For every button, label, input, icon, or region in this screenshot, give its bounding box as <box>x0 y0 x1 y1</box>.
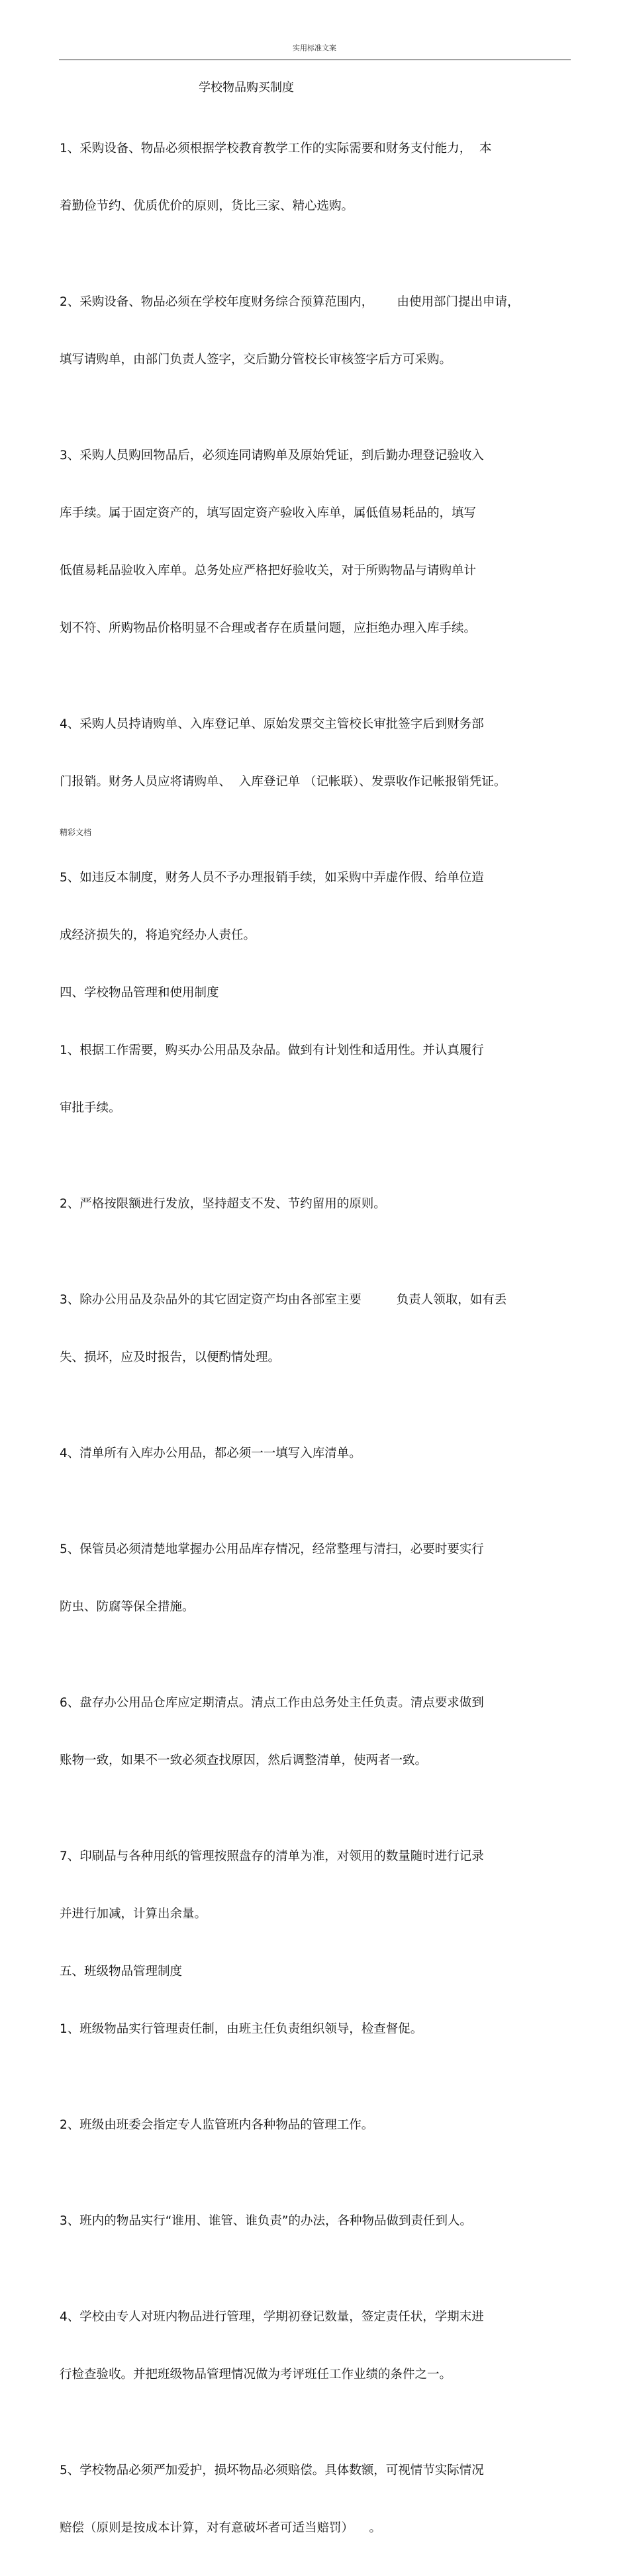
text-line: 防虫、防腐等保全措施。 <box>60 1600 195 1614</box>
text-line: 成经济损失的，将追究经办人责任。 <box>60 928 256 942</box>
page-header: 实用标准文案 <box>293 44 336 52</box>
text-line: 2、班级由班委会指定专人监管班内各种物品的管理工作。 <box>60 2118 374 2132</box>
section-heading-4: 四、学校物品管理和使用制度 <box>60 986 219 1000</box>
clause-4 <box>60 676 569 830</box>
text-line: 4、清单所有入库办公用品，都必须一一填写入库清单。 <box>60 1446 362 1460</box>
page-footer: 精彩文档 <box>60 828 92 837</box>
text-line: 着勤俭节约、优质优价的原则，货比三家、精心选购。 <box>60 199 354 213</box>
text-line: 5、如违反本制度，财务人员不予办理报销手续，如采购中弄虚作假、给单位造 <box>60 871 484 885</box>
clause-1 <box>60 101 569 254</box>
section4-item-5 <box>60 1501 569 1655</box>
text-line: 门报销。财务人员应将请购单、 入库登记单 （记帐联）、发票收作记帐报销凭证。 <box>60 775 507 789</box>
text-line: 5、学校物品必须严加爱护，损坏物品必须赔偿。具体数额，可视情节实际情况 <box>60 2464 484 2477</box>
text-line: 2、采购设备、物品必须在学校年度财务综合预算范围内， 由使用部门提出申请， <box>60 295 520 309</box>
text-line: 4、学校由专人对班内物品进行管理，学期初登记数量，签定责任状，学期末进 <box>60 2310 484 2324</box>
section4-item-4 <box>60 1405 569 1501</box>
section5-item-3 <box>60 2173 569 2269</box>
text-line: 划不符、所购物品价格明显不合理或者存在质量问题，应拒绝办理入库手续。 <box>60 621 477 635</box>
text-line: 1、根据工作需要，购买办公用品及杂品。做到有计划性和适用性。并认真履行 <box>60 1044 484 1057</box>
section4-item-7 <box>60 1808 569 1962</box>
text-line: 失、损坏，应及时报告，以便酌情处理。 <box>60 1351 281 1364</box>
section5-item-1 <box>60 1981 569 2077</box>
document-title: 学校物品购买制度 <box>199 81 294 95</box>
text-line: 1、采购设备、物品必须根据学校教育教学工作的实际需要和财务支付能力， 本 <box>60 142 492 155</box>
section4-item-6 <box>60 1655 569 1808</box>
section4-item-1 <box>60 1002 569 1156</box>
text-line: 6、盘存办公用品仓库应定期清点。清点工作由总务处主任负责。清点要求做到 <box>60 1696 484 1710</box>
text-line: 3、班内的物品实行“谁用、谁管、谁负责”的办法，各种物品做到责任到人。 <box>60 2214 472 2228</box>
section5-item-4 <box>60 2269 569 2422</box>
text-line: 账物一致，如果不一致必须查找原因，然后调整清单，使两者一致。 <box>60 1754 428 1767</box>
text-line: 行检查验收。并把班级物品管理情况做为考评班任工作业绩的条件之一。 <box>60 2368 452 2381</box>
text-line: 3、除办公用品及杂品外的其它固定资产均由各部室主要 负责人领取，如有丢 <box>60 1293 507 1307</box>
text-line: 并进行加减，计算出余量。 <box>60 1907 207 1921</box>
text-line: 1、班级物品实行管理责任制，由班主任负责组织领导，检查督促。 <box>60 2022 423 2036</box>
text-line: 7、印刷品与各种用纸的管理按照盘存的清单为准，对领用的数量随时进行记录 <box>60 1849 484 1863</box>
text-line: 库手续。属于固定资产的，填写固定资产验收入库单，属低值易耗品的，填写 <box>60 506 477 520</box>
clause-5 <box>60 830 569 983</box>
section4-item-3 <box>60 1252 569 1405</box>
text-line: 赔偿（原则是按成本计算，对有意破坏者可适当赔罚） 。 <box>60 2521 382 2535</box>
text-line: 低值易耗品验收入库单。总务处应严格把好验收关，对于所购物品与请购单计 <box>60 564 477 578</box>
document-body <box>60 101 569 2576</box>
text-line: 4、采购人员持请购单、入库登记单、原始发票交主管校长审批签字后到财务部 <box>60 717 484 731</box>
section-heading-5: 五、班级物品管理制度 <box>60 1965 183 1978</box>
clause-2 <box>60 254 569 408</box>
text-line: 2、严格按限额进行发放，坚持超支不发、节约留用的原则。 <box>60 1197 386 1211</box>
text-line: 5、保管员必须清楚地掌握办公用品库存情况，经常整理与清扫，必要时要实行 <box>60 1542 484 1556</box>
clause-3 <box>60 408 569 676</box>
section5-item-2 <box>60 2077 569 2173</box>
text-line: 审批手续。 <box>60 1101 121 1115</box>
text-line: 填写请购单，由部门负责人签字，交后勤分管校长审核签字后方可采购。 <box>60 353 452 367</box>
section5-item-5 <box>60 2422 569 2576</box>
text-line: 3、采购人员购回物品后，必须连同请购单及原始凭证，到后勤办理登记验收入 <box>60 449 484 463</box>
section4-item-2 <box>60 1156 569 1252</box>
